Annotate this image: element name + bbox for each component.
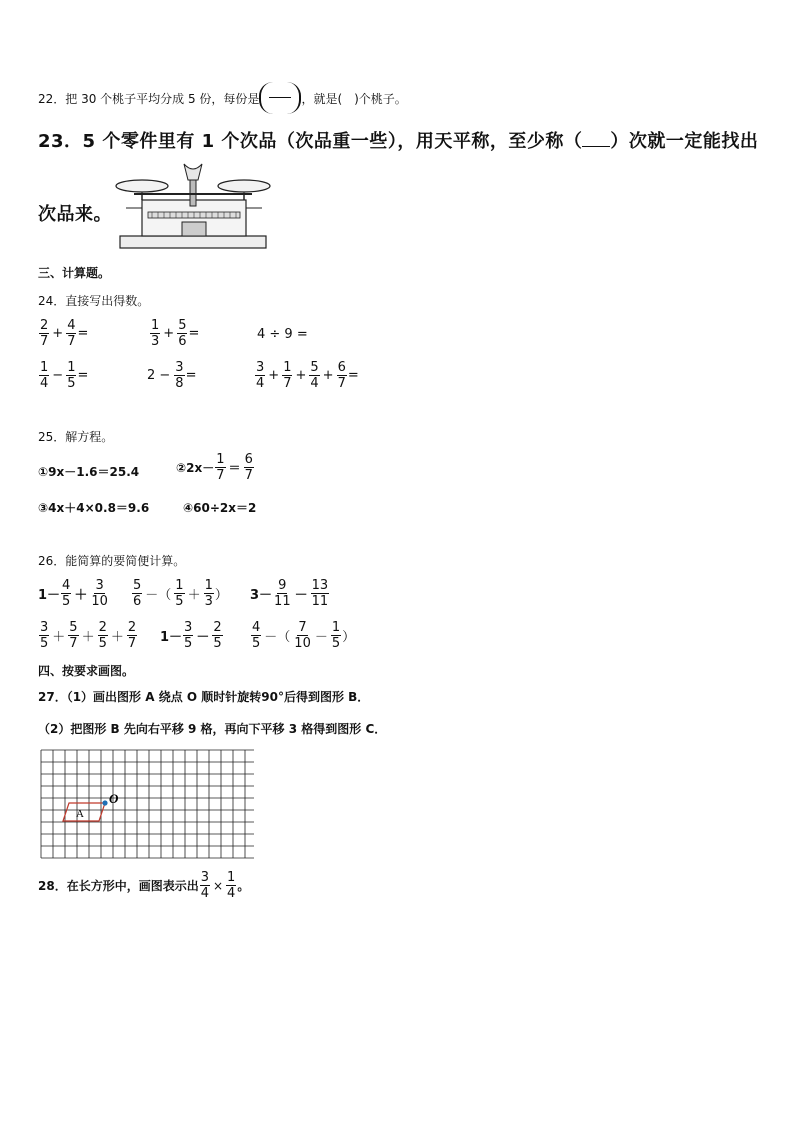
q27-grid[interactable] <box>40 749 254 859</box>
q22-prefix: 22．把 30 个桃子平均分成 5 份，每份是 <box>38 91 260 106</box>
q23-text-a: 23．5 个零件里有 1 个次品（次品重一些），用天平称，至少称（ <box>38 131 583 152</box>
fraction: $\frac{5}{6}$ <box>178 318 187 349</box>
point-o <box>102 800 107 805</box>
shape-a-label: A <box>76 808 84 820</box>
question-22 <box>38 82 407 114</box>
q27-part-2: （2）把图形 B 先向右平移 9 格，再向下平移 3 格得到图形 C． <box>38 722 387 736</box>
fraction: $\frac{1}{3}$ <box>151 318 160 349</box>
q24-item-5: 2 − $\frac{3}{8}$ = <box>147 360 197 391</box>
fraction: $\frac{5}{6}$ <box>133 578 142 609</box>
q22-fraction-blank[interactable] <box>259 82 301 114</box>
q25-title: 25．解方程。 <box>38 430 114 444</box>
fraction: $\frac{1}{7}$ <box>283 360 292 391</box>
question-28: 28．在长方形中，画图表示出 $\frac{3}{4}$ × $\frac{1}{4}$ 。 <box>38 870 250 901</box>
fraction: $\frac{3}{4}$ <box>200 870 209 901</box>
shape-a-parallelogram <box>63 803 105 821</box>
fraction: $\frac{3}{10}$ <box>91 578 108 609</box>
q22-suffix: )个桃子。 <box>354 91 407 106</box>
fraction: $\frac{6}{7}$ <box>337 360 346 391</box>
fraction: $\frac{13}{11}$ <box>311 578 329 609</box>
q22-middle: ，就是( <box>301 91 343 106</box>
q24-item-4: $\frac{1}{4}$ − $\frac{1}{5}$ = <box>40 360 89 391</box>
fraction: $\frac{5}{4}$ <box>310 360 319 391</box>
q25-eq-3: ③4x＋4×0.8＝9.6 <box>38 501 150 515</box>
q24-title: 24．直接写出得数。 <box>38 294 150 308</box>
fraction: $\frac{5}{7}$ <box>69 620 78 651</box>
q26-r1-c: 3－ $\frac{9}{11}$ － $\frac{13}{11}$ <box>250 578 329 609</box>
fraction: $\frac{1}{3}$ <box>204 578 213 609</box>
q25-eq-1: ①9x－1.6＝25.4 <box>38 465 140 479</box>
fraction: $\frac{1}{5}$ <box>67 360 76 391</box>
fraction: $\frac{7}{10}$ <box>294 620 311 651</box>
section-3-title: 三、计算题。 <box>38 266 111 280</box>
fraction: $\frac{1}{7}$ <box>216 452 225 483</box>
fraction: $\frac{1}{5}$ <box>331 620 341 651</box>
fraction: $\frac{1}{5}$ <box>175 578 184 609</box>
q23-text-b: ）次就一定能找出 <box>610 131 759 152</box>
q26-title: 26．能简算的要简便计算。 <box>38 554 186 568</box>
balance-scale-icon <box>112 160 272 252</box>
fraction: $\frac{2}{5}$ <box>98 620 107 651</box>
fraction: $\frac{3}{8}$ <box>175 360 184 391</box>
section-4-title: 四、按要求画图。 <box>38 664 135 678</box>
question-23-line1 <box>38 127 758 153</box>
fraction: $\frac{2}{5}$ <box>213 620 222 651</box>
q24-item-3: 4 ÷ 9 = <box>257 327 308 342</box>
fraction: $\frac{4}{5}$ <box>62 578 71 609</box>
q26-r2-c: $\frac{4}{5}$ －（ $\frac{7}{10}$ － $\frac{1}{5}$ ） <box>252 620 356 651</box>
fraction: $\frac{3}{5}$ <box>40 620 49 651</box>
q25-eq-2: ②2x－ $\frac{1}{7}$ ＝ $\frac{6}{7}$ <box>176 452 253 483</box>
fraction: $\frac{2}{7}$ <box>127 620 137 651</box>
fraction: $\frac{4}{7}$ <box>67 318 76 349</box>
fraction: $\frac{1}{4}$ <box>40 360 49 391</box>
q26-r1-a: 1－ $\frac{4}{5}$ ＋ $\frac{3}{10}$ <box>38 578 108 609</box>
q24-item-2: $\frac{1}{3}$ + $\frac{5}{6}$ = <box>151 318 200 349</box>
question-23-line2: 次品来。 <box>38 204 112 225</box>
fraction: $\frac{6}{7}$ <box>244 452 253 483</box>
q26-r1-b: $\frac{5}{6}$ －（ $\frac{1}{5}$ ＋ $\frac{1}{3}$ ） <box>133 578 228 609</box>
fraction: $\frac{4}{5}$ <box>252 620 261 651</box>
fraction: $\frac{1}{4}$ <box>227 870 236 901</box>
fraction: $\frac{3}{4}$ <box>256 360 265 391</box>
fraction: $\frac{9}{11}$ <box>274 578 291 609</box>
q24-item-6: $\frac{3}{4}$ + $\frac{1}{7}$ + $\frac{5}{4}$ + $\frac{6}{7}$ = <box>256 360 359 391</box>
q27-part-1: 27．（1）画出图形 A 绕点 O 顺时针旋转90°后得到图形 B． <box>38 690 370 704</box>
fraction: $\frac{2}{7}$ <box>40 318 49 349</box>
q25-eq-4: ④60÷2x＝2 <box>183 501 257 515</box>
q26-r2-b: 1－ $\frac{3}{5}$ － $\frac{2}{5}$ <box>160 620 222 651</box>
q23-answer-blank[interactable] <box>582 132 610 147</box>
q26-r2-a: $\frac{3}{5}$ ＋ $\frac{5}{7}$ ＋ $\frac{2}{5}$ ＋ $\frac{2}{7}$ <box>40 620 137 651</box>
fraction: $\frac{3}{5}$ <box>184 620 193 651</box>
point-o-label: O <box>109 791 119 806</box>
q24-item-1: $\frac{2}{7}$ + $\frac{4}{7}$ = <box>40 318 89 349</box>
